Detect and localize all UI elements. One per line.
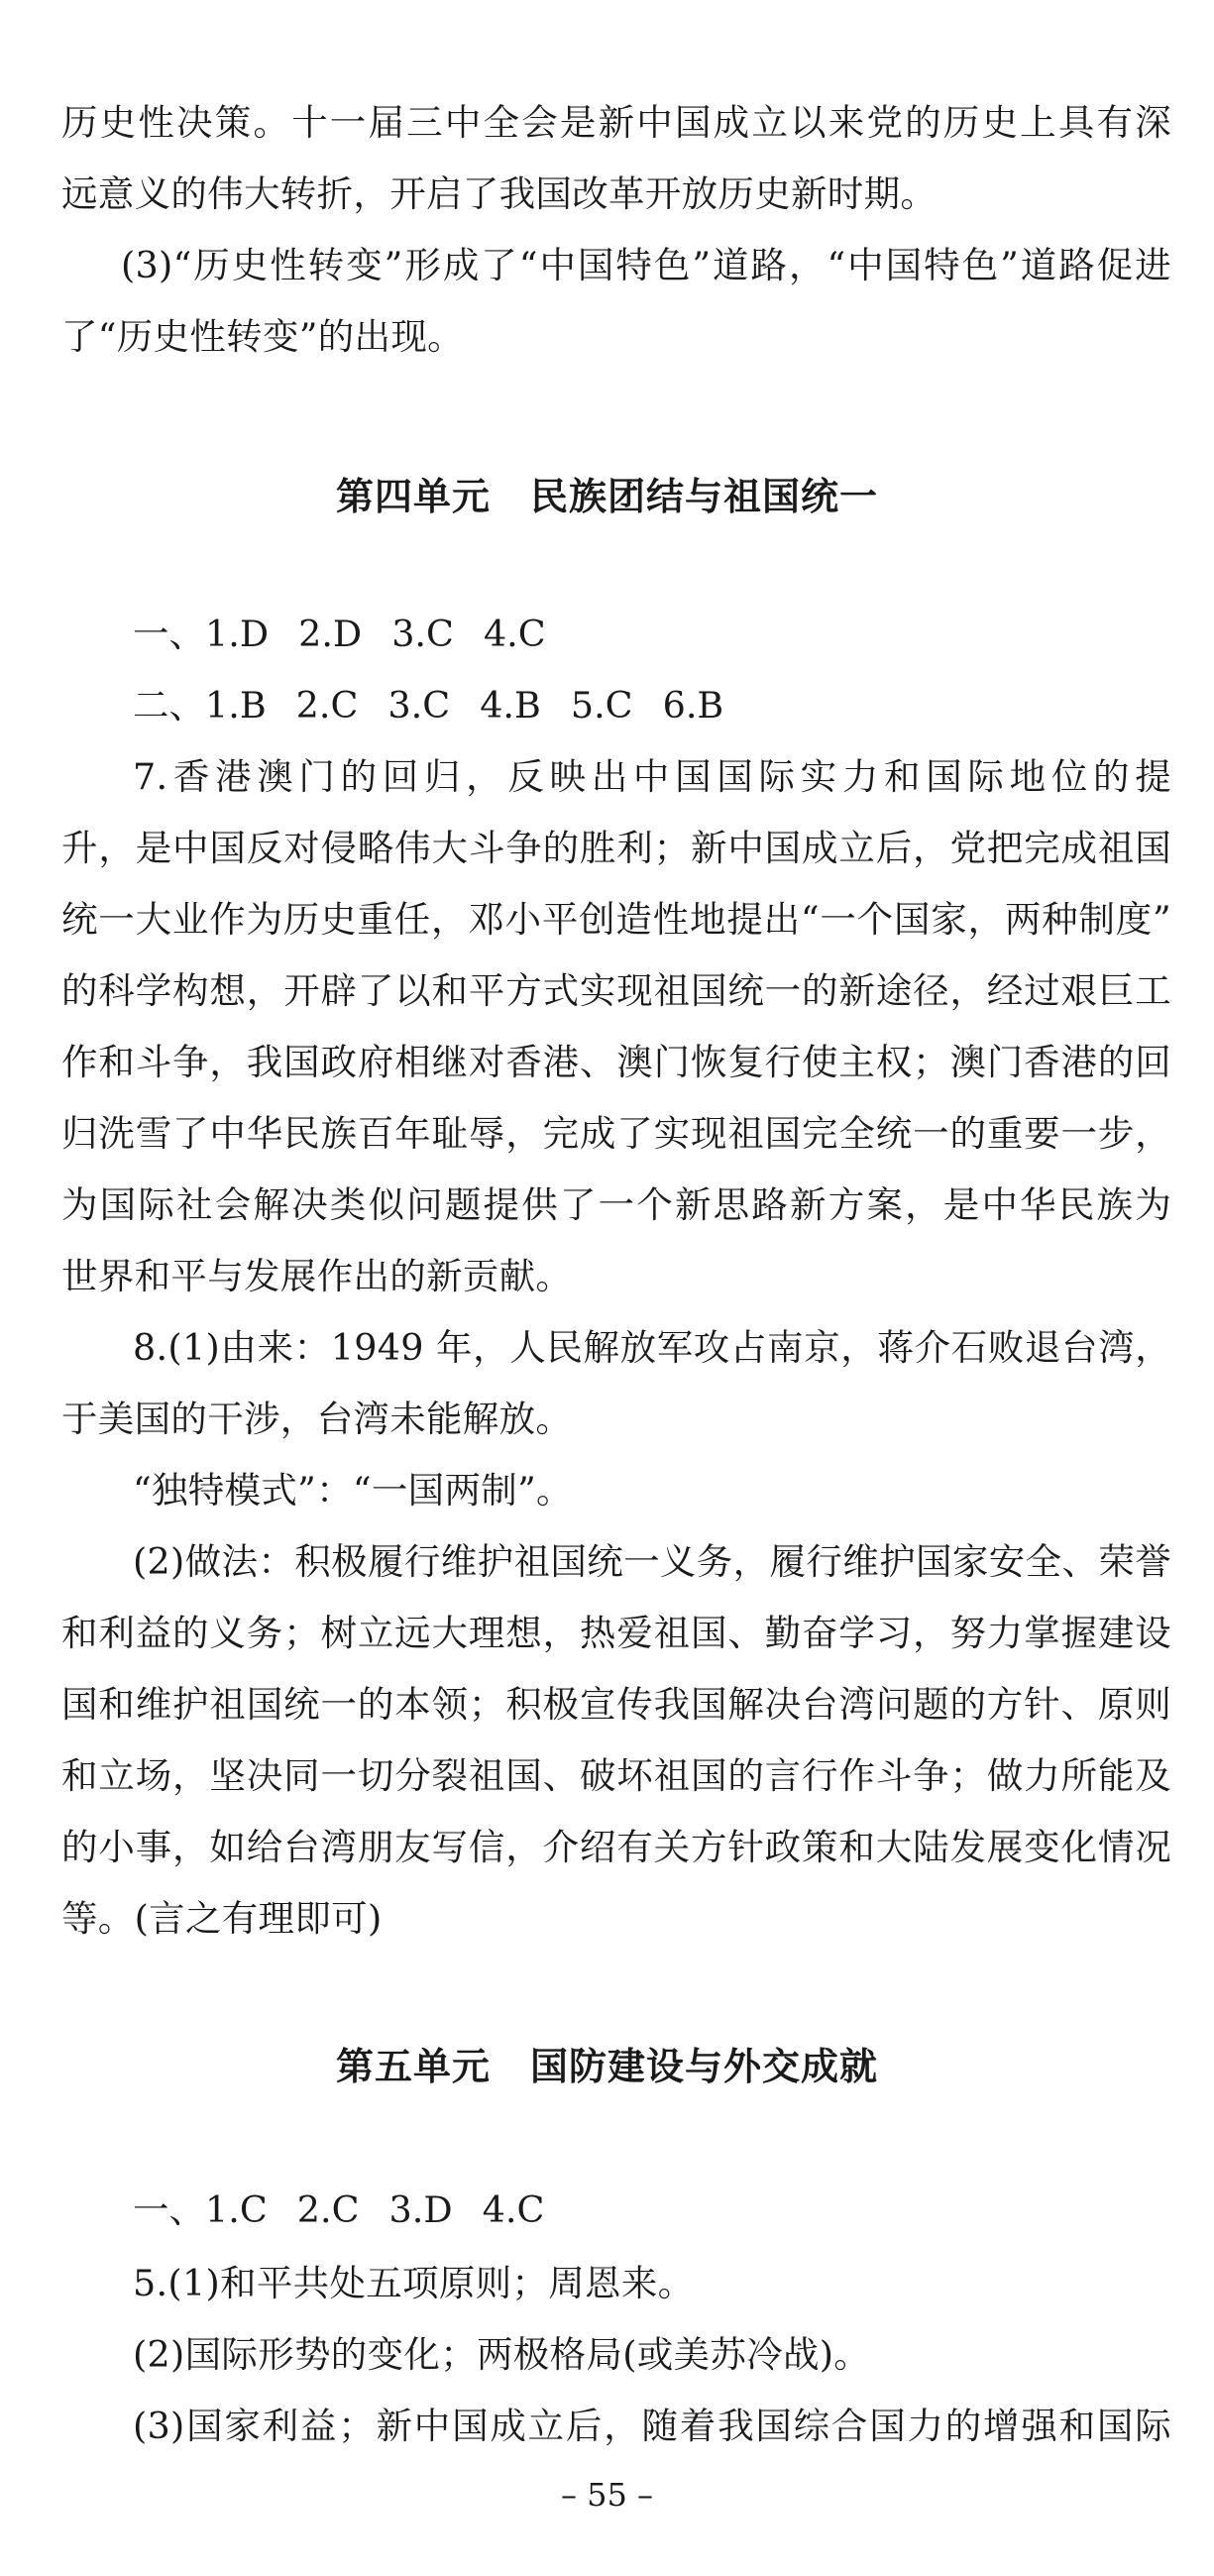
text-line: 和利益的义务；树立远大理想，热爱祖国、勤奋学习，努力掌握建设 — [61, 1612, 1171, 1654]
mc-prefix: 一、 — [133, 613, 205, 655]
text-line: 的小事，如给台湾朋友写信，介绍有关方针政策和大陆发展变化情况 — [61, 1826, 1171, 1868]
text-line: 世界和平与发展作出的新贡献。 — [61, 1255, 573, 1297]
answer-item: 4.B — [480, 684, 541, 727]
text-line: 国和维护祖国统一的本领；积极宣传我国解决台湾问题的方针、原则 — [61, 1683, 1171, 1726]
mc-prefix: 二、 — [133, 684, 205, 727]
answer-item: 3.D — [388, 2188, 453, 2231]
unit4-q7-paragraph — [61, 741, 1171, 1312]
answer-item: 3.C — [391, 613, 454, 655]
unit5-heading — [0, 2036, 1214, 2090]
unit5-title: 第五单元 — [335, 2045, 491, 2088]
text-line: 8.(1)由来：1949 年，人民解放军攻占南京，蒋介石败退台湾， — [133, 1326, 1171, 1369]
answer-item: 1.B — [205, 684, 267, 727]
text-line: 归洗雪了中华民族百年耻辱，完成了实现祖国完全统一的重要一步， — [61, 1112, 1171, 1155]
text-line: (3)“历史性转变”形成了“中国特色”道路，“中国特色”道路促进 — [121, 244, 1171, 286]
unit5-q5-paragraph — [61, 2248, 1171, 2462]
answer-item: 4.C — [482, 2188, 545, 2231]
answer-item: 4.C — [483, 613, 546, 655]
text-line: (2)国际形势的变化；两极格局(或美苏冷战)。 — [133, 2333, 871, 2376]
answer-item: 6.B — [662, 684, 724, 727]
text-line: (2)做法：积极履行维护祖国统一义务，履行维护国家安全、荣誉 — [133, 1540, 1171, 1583]
answer-item: 5.C — [570, 684, 633, 727]
answer-item: 1.D — [205, 613, 270, 655]
answer-item: 2.C — [295, 684, 359, 727]
text-line: 作和斗争，我国政府相继对香港、澳门恢复行使主权；澳门香港的回 — [61, 1041, 1171, 1083]
answer-item: 3.C — [387, 684, 451, 727]
text-line: 于美国的干涉，台湾未能解放。 — [61, 1398, 573, 1440]
intro-paragraph — [61, 87, 1171, 373]
text-line: 和立场，坚决同一切分裂祖国、破坏祖国的言行作斗争；做力所能及 — [61, 1754, 1171, 1797]
text-line: 等。(言之有理即可) — [61, 1897, 383, 1940]
answer-item: 2.C — [296, 2188, 360, 2231]
page-number: – 55 – — [560, 2476, 654, 2514]
text-line: 为国际社会解决类似问题提供了一个新思路新方案，是中华民族为 — [61, 1183, 1171, 1226]
unit4-subtitle: 民族团结与祖国统一 — [530, 475, 879, 518]
unit4-title: 第四单元 — [335, 475, 491, 518]
text-line: 5.(1)和平共处五项原则；周恩来。 — [133, 2262, 695, 2304]
text-line: 升，是中国反对侵略伟大斗争的胜利；新中国成立后，党把完成祖国 — [61, 827, 1171, 869]
answer-item: 1.C — [205, 2188, 268, 2231]
text-line: (3)国家利益；新中国成立后，随着我国综合国力的增强和国际 — [133, 2405, 1171, 2447]
unit4-mc1-answers — [133, 599, 576, 670]
unit4-heading — [0, 466, 1214, 520]
text-line: 了“历史性转变”的出现。 — [61, 315, 464, 358]
mc-prefix: 一、 — [133, 2188, 205, 2231]
text-line: 远意义的伟大转折，开启了我国改革开放历史新时期。 — [61, 172, 938, 215]
text-line: 的科学构想，开辟了以和平方式实现祖国统一的新途径，经过艰巨工 — [61, 969, 1171, 1012]
text-line: 历史性决策。十一届三中全会是新中国成立以来党的历史上具有深 — [61, 101, 1171, 144]
answer-item: 2.D — [298, 613, 363, 655]
unit5-subtitle: 国防建设与外交成就 — [530, 2045, 879, 2088]
unit4-mc2-answers — [133, 670, 753, 741]
text-line: 统一大业作为历史重任，邓小平创造性地提出“一个国家，两种制度” — [61, 898, 1171, 941]
unit4-q8-1-paragraph — [61, 1312, 1171, 1455]
unit4-q8-mode — [61, 1455, 1171, 1526]
unit4-q8-2-paragraph — [61, 1526, 1171, 1955]
text-line: “独特模式”：“一国两制”。 — [133, 1469, 573, 1512]
unit5-mc1-answers — [133, 2175, 574, 2246]
text-line: 7.香港澳门的回归，反映出中国国际实力和国际地位的提 — [133, 755, 1171, 798]
